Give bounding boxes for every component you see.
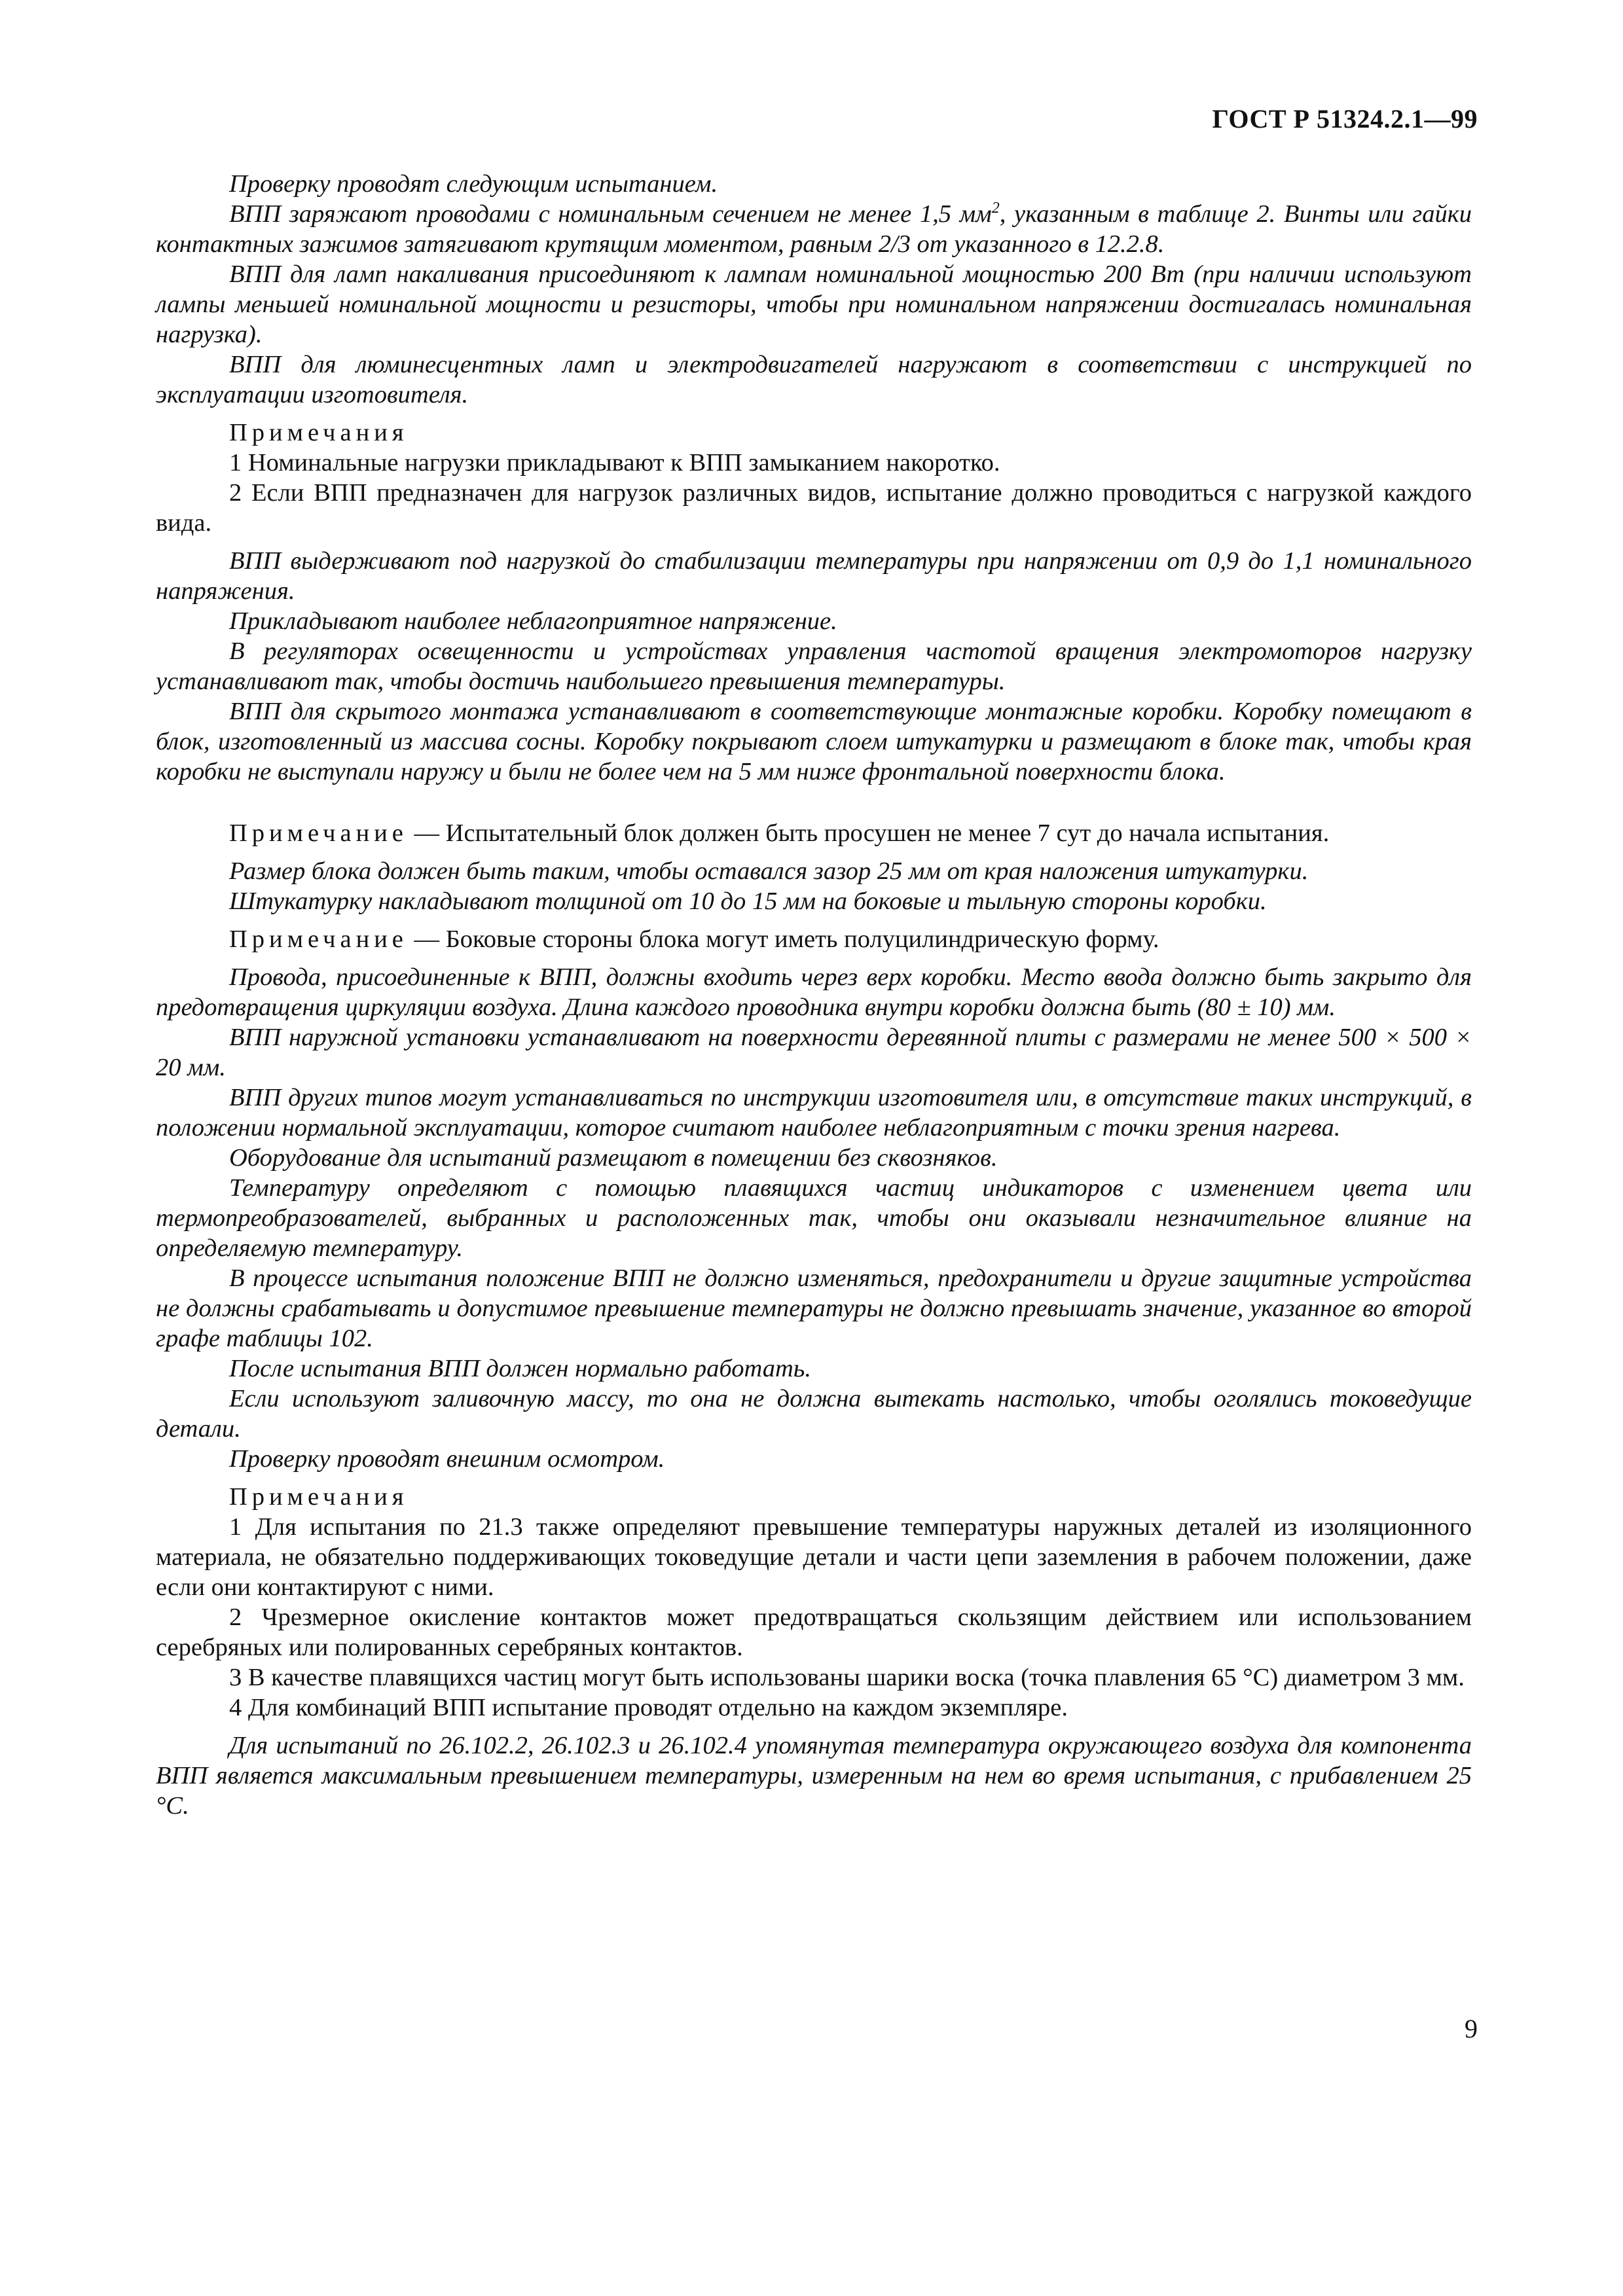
paragraph-text: ВПП заряжают проводами с номинальным сечением не менее 1,5 мм — [229, 200, 992, 228]
paragraph: Провода, присоединенные к ВПП, должны входить через верх коробки. Место ввода должно быть закрыто для предотвращения циркуляции воздуха. Длина каждого проводника внутри коробки должна быть (80 ± 10) мм. — [156, 963, 1472, 1021]
superscript: 2 — [991, 200, 1000, 217]
paragraph: Если используют заливочную массу, то она не должна вытекать настолько, чтобы оголялись токоведущие детали. — [156, 1385, 1472, 1443]
paragraph: В процессе испытания положение ВПП не должно изменяться, предохранители и другие защитные устройства не должны срабатывать и допустимое превышение температуры не должно превышать значение, указанное во второй графе таблицы 102. — [156, 1265, 1472, 1352]
notes-label: Примечания — [229, 419, 409, 446]
note — [156, 924, 1472, 954]
note-text: — Боковые стороны блока могут иметь полуцилиндрическую форму. — [407, 925, 1159, 953]
paragraph: Прикладывают наиболее неблагоприятное напряжение. — [229, 607, 837, 635]
page-number: 9 — [1465, 2014, 1478, 2043]
paragraph: Температуру определяют с помощью плавящихся частиц индикаторов с изменением цвета или термопреобразователей, выбранных и расположенных так, чтобы они оказывали незначительное влияние на определяемую температуру. — [156, 1174, 1472, 1262]
notes-label: Примечания — [229, 1483, 409, 1511]
note-label: Примечание — [229, 925, 408, 953]
paragraph: ВПП для люминесцентных ламп и электродвигателей нагружают в соответствии с инструкцией по эксплуатации изготовителя. — [156, 351, 1472, 408]
paragraph: ВПП наружной установки устанавливают на поверхности деревянной плиты с размерами не менее 500 × 500 × 20 мм. — [156, 1024, 1472, 1081]
paragraph — [156, 199, 1472, 259]
paragraph: ВПП для скрытого монтажа устанавливают в соответствующие монтажные коробки. Коробку помещают в блок, изготовленный из массива сосны. Коробку покрывают слоем штукатурки и размещают в блоке так, чтобы края коробки не выступали наружу и были не более чем на 5 мм ниже фронтальной поверхности блока. — [156, 698, 1472, 785]
note-item: 1 Номинальные нагрузки прикладывают к ВПП замыканием накоротко. — [229, 449, 1000, 476]
paragraph: ВПП выдерживают под нагрузкой до стабилизации температуры при напряжении от 0,9 до 1,1 номинального напряжения. — [156, 547, 1472, 605]
paragraph: Штукатурку накладывают толщиной от 10 до 15 мм на боковые и тыльную стороны коробки. — [229, 888, 1267, 915]
paragraph: Проверку проводят внешним осмотром. — [229, 1445, 665, 1473]
paragraph: Проверку проводят следующим испытанием. — [229, 170, 718, 198]
paragraph: Для испытаний по 26.102.2, 26.102.3 и 26.102.4 упомянутая температура окружающего воздуха для компонента ВПП является максимальным превышением температуры, измеренным на нем во время испытания, с прибавлением 25 °С. — [156, 1732, 1472, 1820]
note-item: 2 Чрезмерное окисление контактов может предотвращаться скользящим действием или использованием серебряных или полированных серебряных контактов. — [156, 1604, 1472, 1661]
paragraph-text: , указанным в таблице 2. Винты или гайки контактных зажимов затягивают крутящим моментом, равным 2/3 от указанного в 12.2.8. — [156, 200, 1472, 258]
note-text: — Испытательный блок должен быть просушен не менее 7 сут до начала испытания. — [407, 819, 1330, 847]
document-body — [156, 169, 1472, 1821]
note-item: 2 Если ВПП предназначен для нагрузок различных видов, испытание должно проводиться с нагрузкой каждого вида. — [156, 479, 1472, 537]
paragraph: Оборудование для испытаний размещают в помещении без сквозняков. — [229, 1144, 998, 1172]
note-label: Примечание — [229, 819, 408, 847]
paragraph: В регуляторах освещенности и устройствах управления частотой вращения электромоторов нагрузку устанавливают так, чтобы достичь наибольшего превышения температуры. — [156, 637, 1472, 695]
paragraph: ВПП других типов могут устанавливаться по инструкции изготовителя или, в отсутствие таких инструкций, в положении нормальной эксплуатации, которое считают наиболее неблагоприятным с точки зрения нагрева. — [156, 1084, 1472, 1141]
note-item: 4 Для комбинаций ВПП испытание проводят отдельно на каждом экземпляре. — [229, 1694, 1068, 1721]
note-item: 1 Для испытания по 21.3 также определяют превышение температуры наружных деталей из изоляционного материала, не обязательно поддерживающих токоведущие детали и части цепи заземления в рабочем положении, даже если они контактируют с ними. — [156, 1513, 1472, 1601]
note-item: 3 В качестве плавящихся частиц могут быть использованы шарики воска (точка плавления 65 °С) диаметром 3 мм. — [229, 1664, 1465, 1691]
paragraph: ВПП для ламп накаливания присоединяют к лампам номинальной мощностью 200 Вт (при наличии используют лампы меньшей номинальной мощности и резисторы, чтобы при номинальном напряжении достигалась номинальная нагрузка). — [156, 260, 1472, 348]
standard-header: ГОСТ Р 51324.2.1—99 — [1212, 104, 1478, 134]
note — [156, 818, 1472, 848]
paragraph: После испытания ВПП должен нормально работать. — [229, 1355, 811, 1382]
paragraph: Размер блока должен быть таким, чтобы оставался зазор 25 мм от края наложения штукатурки. — [229, 857, 1309, 885]
